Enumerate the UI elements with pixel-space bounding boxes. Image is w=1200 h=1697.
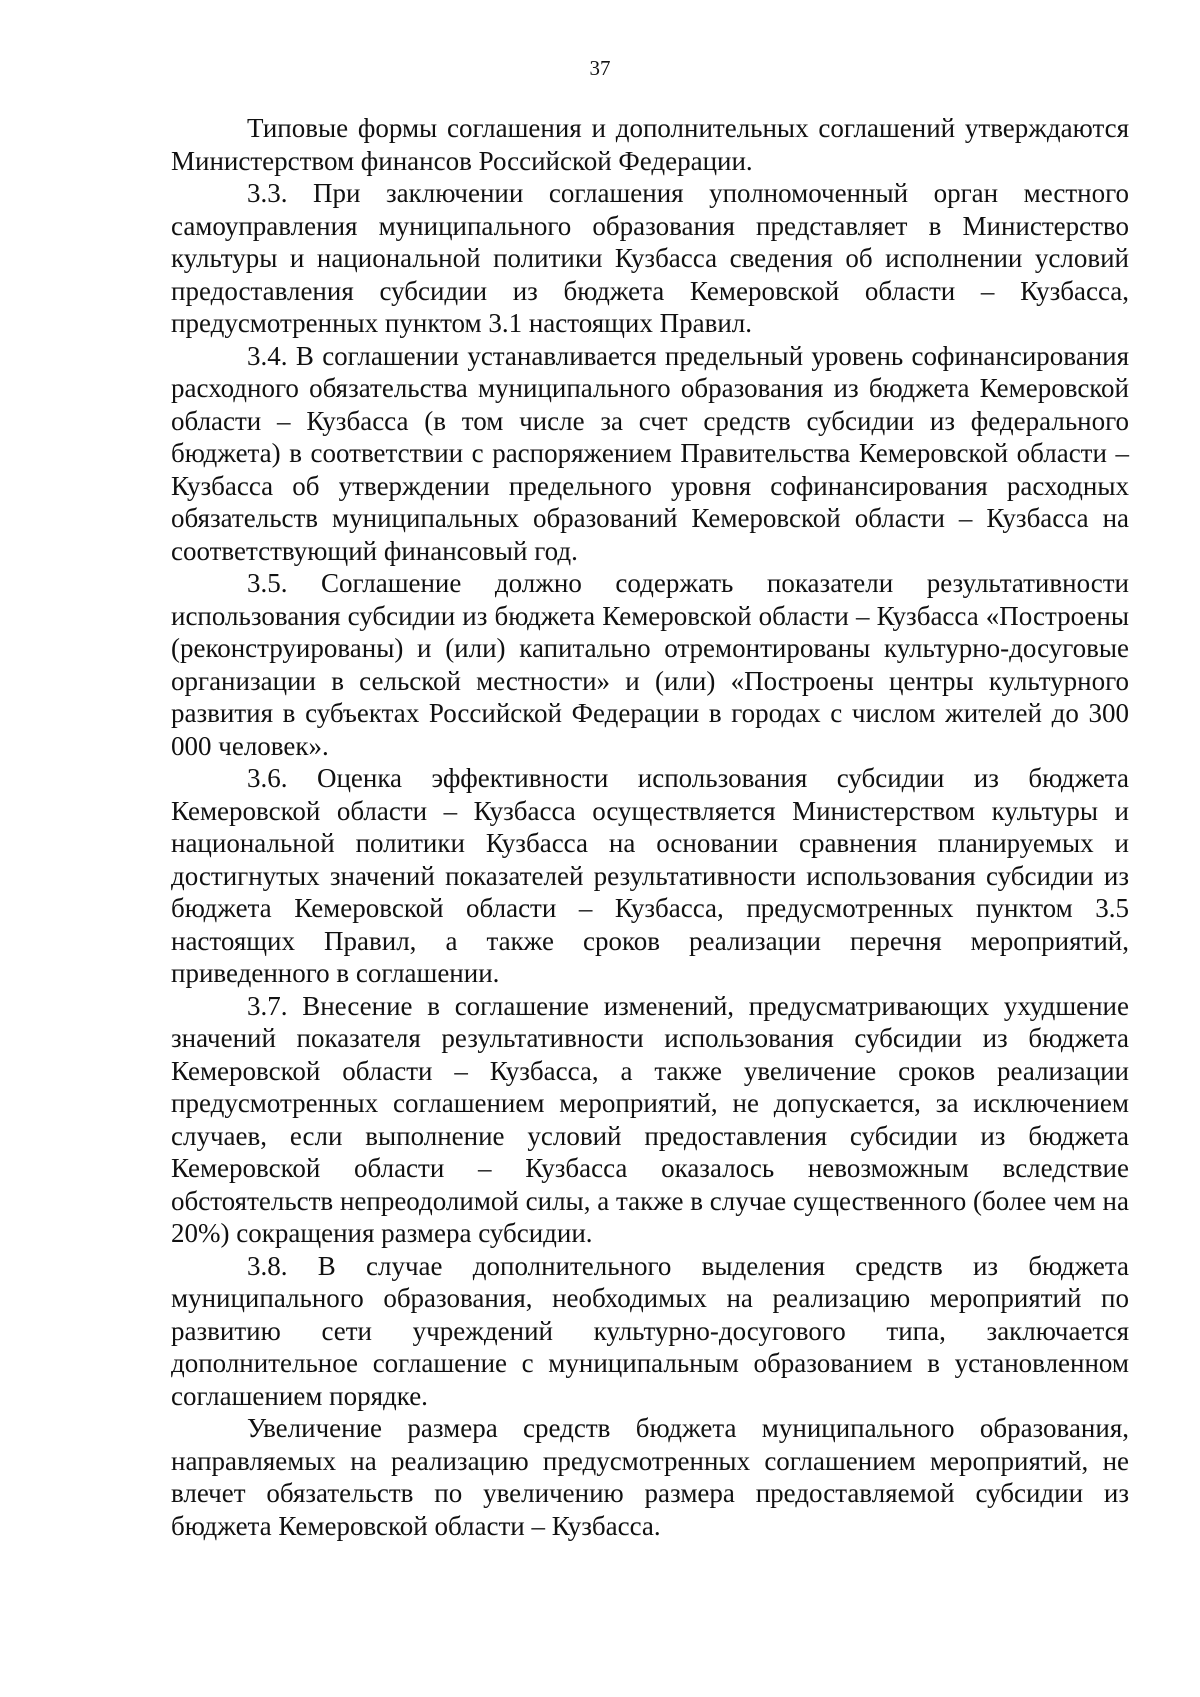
paragraph-3-8: 3.8. В случае дополнительного выделения средств из бюджета муниципального образования, необходимых на реализацию мероприятий по развитию сети учреждений культурно-досугового типа, заключается дополнительное соглашение с муниципальным образованием в установленном соглашением порядке.: [171, 1250, 1129, 1411]
paragraph-3-7: 3.7. Внесение в соглашение изменений, предусматривающих ухудшение значений показателя результативности использования субсидии из бюджета Кемеровской области – Кузбасса, а также увеличение сроков реализации предусмотренных соглашением мероприятий, не допускается, за исключением случаев, если выполнение условий предоставления субсидии из бюджета Кемеровской области – Кузбасса оказалось невозможным вследствие обстоятельств непреодолимой силы, а также в случае существенного (более чем на 20%) сокращения размера субсидии.: [171, 990, 1129, 1248]
document-body: [171, 112, 1129, 1542]
page-number: 37: [589, 56, 611, 80]
paragraph-3-4: 3.4. В соглашении устанавливается предельный уровень софинансирования расходного обязательства муниципального образования из бюджета Кемеровской области – Кузбасса (в том числе за счет средств субсидии из федерального бюджета) в соответствии с распоряжением Правительства Кемеровской области – Кузбасса об утверждении предельного уровня софинансирования расходных обязательств муниципальных образований Кемеровской области – Кузбасса на соответствующий финансовый год.: [171, 340, 1129, 566]
paragraph-standard-forms: Типовые формы соглашения и дополнительных соглашений утверждаются Министерством финансов Российской Федерации.: [171, 113, 1129, 176]
paragraph-3-5: 3.5. Соглашение должно содержать показатели результативности использования субсидии из бюджета Кемеровской области – Кузбасса «Построены (реконструированы) и (или) капитально отремонтированы культурно-досуговые организации в сельской местности» и (или) «Построены центры культурного развития в субъектах Российской Федерации в городах с числом жителей до 300 000 человек».: [171, 568, 1129, 761]
paragraph-3-3: 3.3. При заключении соглашения уполномоченный орган местного самоуправления муниципального образования представляет в Министерство культуры и национальной политики Кузбасса сведения об исполнении условий предоставления субсидии из бюджета Кемеровской области – Кузбасса, предусмотренных пунктом 3.1 настоящих Правил.: [171, 178, 1129, 338]
paragraph-budget-increase: Увеличение размера средств бюджета муниципального образования, направляемых на реализацию предусмотренных соглашением мероприятий, не влечет обязательств по увеличению размера предоставляемой субсидии из бюджета Кемеровской области – Кузбасса.: [171, 1413, 1129, 1541]
paragraph-3-6: 3.6. Оценка эффективности использования субсидии из бюджета Кемеровской области – Кузбасса осуществляется Министерством культуры и национальной политики Кузбасса на основании сравнения планируемых и достигнутых значений показателей результативности использования субсидии из бюджета Кемеровской области – Кузбасса, предусмотренных пунктом 3.5 настоящих Правил, а также сроков реализации перечня мероприятий, приведенного в соглашении.: [171, 763, 1129, 988]
